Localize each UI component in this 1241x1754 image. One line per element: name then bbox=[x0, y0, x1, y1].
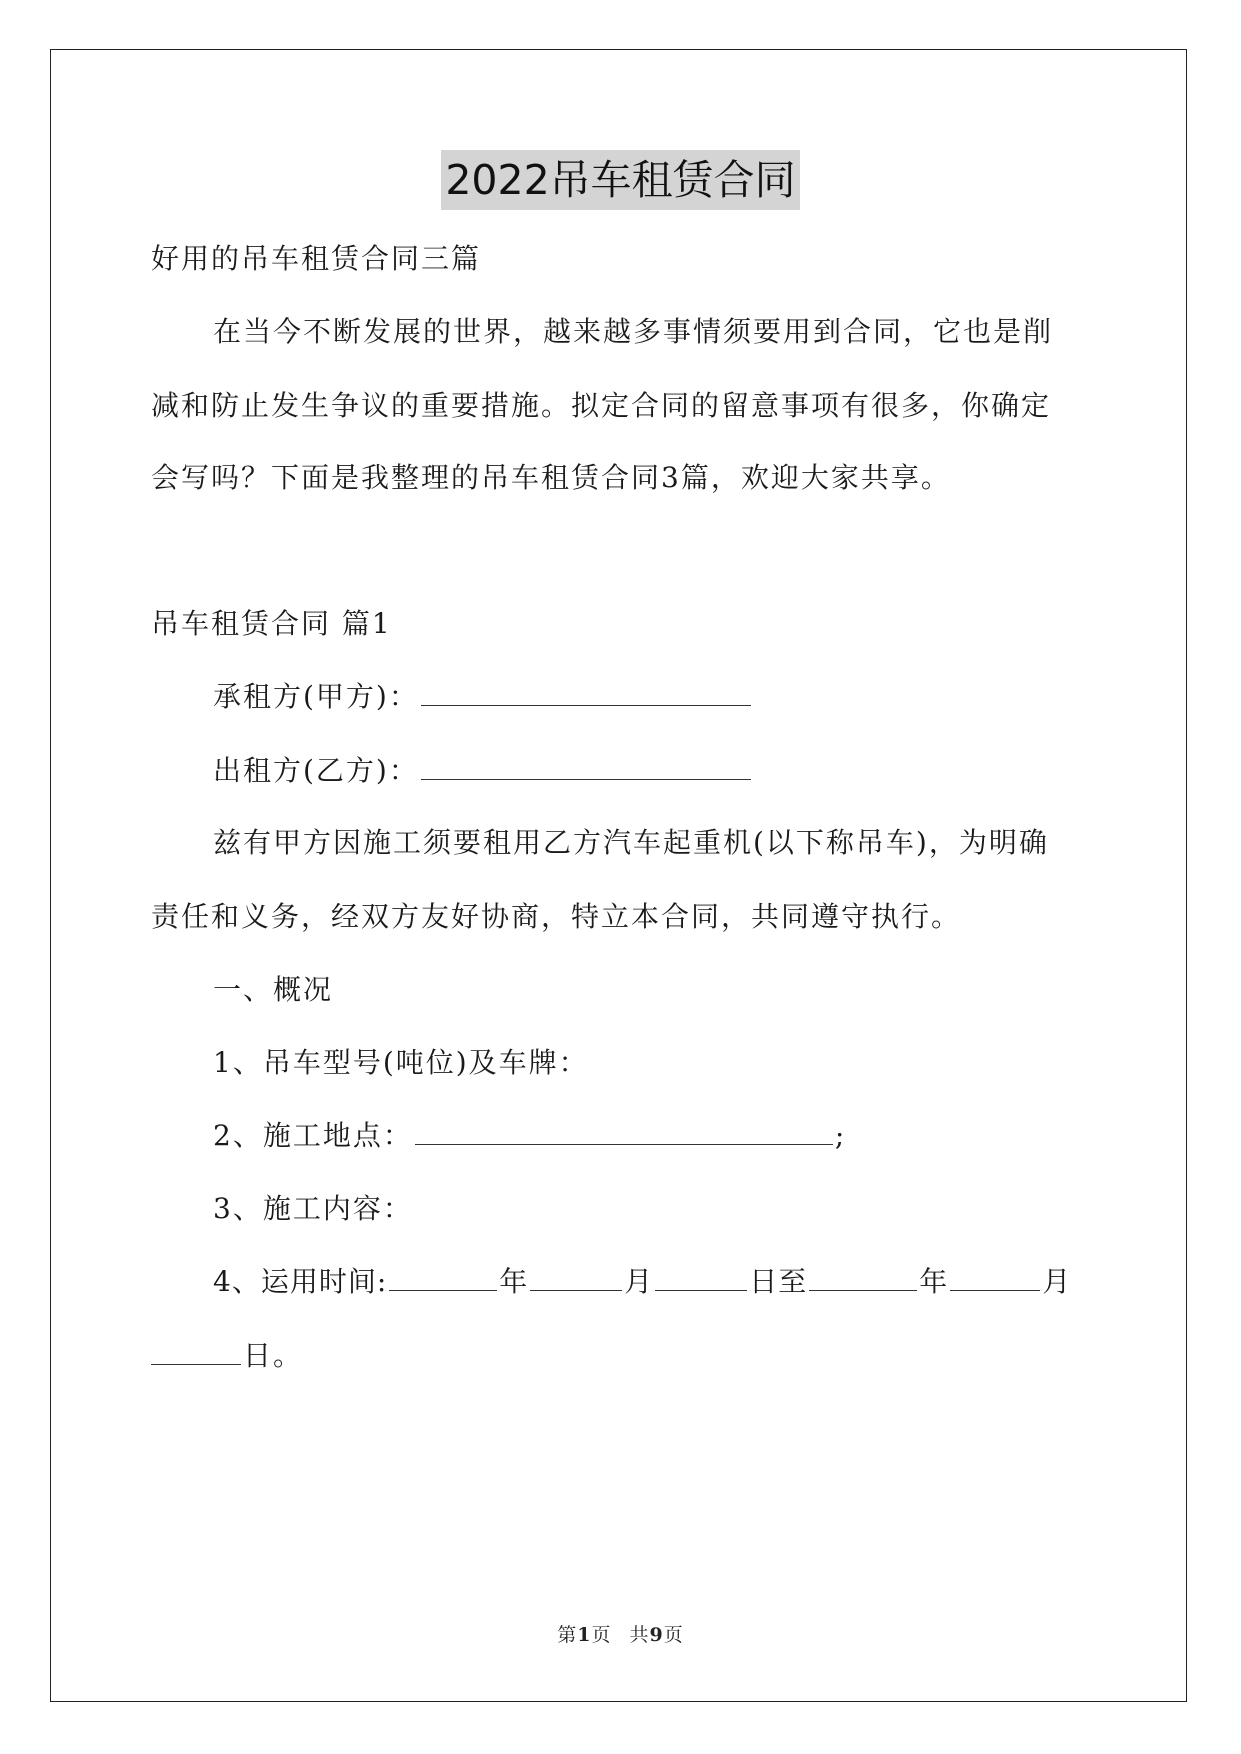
item-3: 3、施工内容： bbox=[213, 1192, 413, 1225]
day-to-text: 日至 bbox=[749, 1265, 808, 1298]
page-border bbox=[50, 49, 1187, 1702]
lessor-label: 出租方(乙方)： bbox=[213, 754, 419, 787]
footer-total-pages: 9 bbox=[649, 1624, 664, 1646]
start-month-unit: 月 bbox=[624, 1265, 654, 1298]
document-title: 2022吊车租赁合同 bbox=[441, 150, 799, 210]
title-container bbox=[0, 150, 1241, 210]
item-2-label: 2、施工地点： bbox=[213, 1119, 413, 1152]
item-1: 1、吊车型号(吨位)及车牌： bbox=[213, 1046, 589, 1079]
item-4-row bbox=[213, 1262, 1071, 1302]
item-2-end: ; bbox=[834, 1119, 847, 1152]
lessor-blank-field bbox=[421, 751, 751, 780]
end-day-blank bbox=[151, 1336, 241, 1365]
item-4-continuation bbox=[151, 1336, 303, 1376]
item-4-label: 4、运用时间: bbox=[213, 1265, 388, 1298]
footer-page-number: 1 bbox=[577, 1624, 592, 1646]
footer-total-prefix: 共 bbox=[629, 1624, 650, 1646]
item-2-row bbox=[213, 1116, 846, 1156]
page-footer bbox=[0, 1620, 1241, 1647]
intro-line-2: 减和防止发生争议的重要措施。拟定合同的留意事项有很多，你确定 bbox=[151, 389, 1052, 422]
para1-line-2: 责任和义务，经双方友好协商，特立本合同，共同遵守执行。 bbox=[151, 900, 962, 933]
end-month-blank bbox=[950, 1262, 1040, 1291]
overview-heading: 一、概况 bbox=[213, 973, 334, 1006]
section-heading: 吊车租赁合同 篇1 bbox=[151, 607, 392, 640]
end-month-unit: 月 bbox=[1042, 1265, 1072, 1298]
end-year-blank bbox=[809, 1262, 917, 1291]
para1-line-1: 兹有甲方因施工须要租用乙方汽车起重机(以下称吊车)，为明确 bbox=[213, 826, 1049, 859]
lessor-row bbox=[213, 751, 753, 791]
day-end-text: 日。 bbox=[243, 1339, 304, 1372]
lessee-row bbox=[213, 677, 753, 717]
subtitle: 好用的吊车租赁合同三篇 bbox=[151, 242, 482, 275]
intro-line-3: 会写吗？下面是我整理的吊车租赁合同3篇，欢迎大家共享。 bbox=[151, 461, 951, 494]
start-day-blank bbox=[655, 1262, 747, 1291]
start-month-blank bbox=[530, 1262, 622, 1291]
site-blank-field bbox=[415, 1116, 833, 1145]
start-year-blank bbox=[389, 1262, 497, 1291]
intro-line-1: 在当今不断发展的世界，越来越多事情须要用到合同，它也是削 bbox=[213, 315, 1054, 348]
lessee-label: 承租方(甲方)： bbox=[213, 680, 419, 713]
end-year-unit: 年 bbox=[919, 1265, 949, 1298]
start-year-unit: 年 bbox=[499, 1265, 529, 1298]
footer-prefix: 第 bbox=[557, 1624, 578, 1646]
lessee-blank-field bbox=[421, 677, 751, 706]
footer-page-suffix: 页 bbox=[591, 1624, 612, 1646]
footer-total-suffix: 页 bbox=[663, 1624, 684, 1646]
